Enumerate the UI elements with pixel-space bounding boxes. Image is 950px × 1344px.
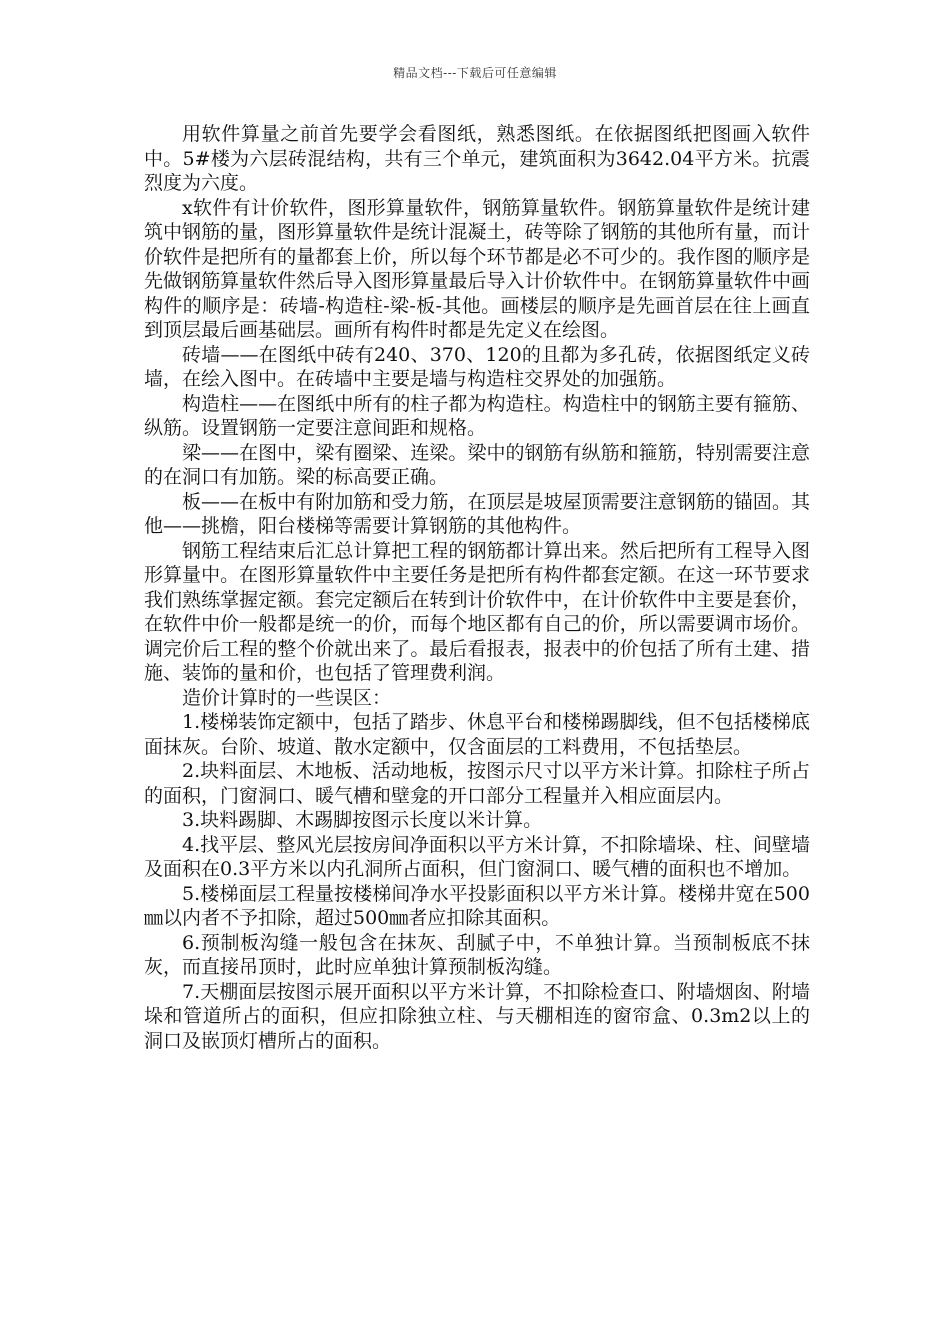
paragraph-slab: 板——在板中有附加筋和受力筋，在顶层是坡屋顶需要注意钢筋的锚固。其他——挑檐，阳台楼梯等需要计算钢筋的其他构件。 <box>144 490 810 537</box>
paragraph-beam: 梁——在图中，梁有圈梁、连梁。梁中的钢筋有纵筋和箍筋，特别需要注意的在洞口有加筋。梁的标高要正确。 <box>144 441 810 488</box>
paragraph-brick-wall: 砖墙——在图纸中砖有240、370、120的且都为多孔砖，依据图纸定义砖墙，在绘入图中。在砖墙中主要是墙与构造柱交界处的加强筋。 <box>144 343 810 390</box>
paragraph-item-1: 1.楼梯装饰定额中，包括了踏步、休息平台和楼梯踢脚线，但不包括楼梯底面抹灰。台阶、坡道、散水定额中，仅含面层的工料费用，不包括垫层。 <box>144 711 810 758</box>
paragraph-item-3: 3.块料踢脚、木踢脚按图示长度以米计算。 <box>182 809 543 831</box>
page-header: 精品文档---下载后可任意编辑 <box>393 66 557 80</box>
paragraph-item-5: 5.楼梯面层工程量按楼梯间净水平投影面积以平方米计算。楼梯井宽在500㎜以内者不予扣除，超过500㎜者应扣除其面积。 <box>144 882 810 929</box>
paragraph-item-6: 6.预制板沟缝一般包含在抹灰、刮腻子中，不单独计算。当预制板底不抹灰，而直接吊顶时，此时应单独计算预制板沟缝。 <box>144 931 810 978</box>
paragraph-misconceptions-heading: 造价计算时的一些误区： <box>182 686 392 709</box>
paragraph-constructional-column: 构造柱——在图纸中所有的柱子都为构造柱。构造柱中的钢筋主要有箍筋、纵筋。设置钢筋一定要注意间距和规格。 <box>144 392 810 439</box>
document-body <box>144 122 810 1053</box>
paragraph-item-4: 4.找平层、整风光层按房间净面积以平方米计算，不扣除墙垛、柱、间壁墙及面积在0.3平方米以内孔洞所占面积，但门窗洞口、暖气槽的面积也不增加。 <box>144 833 810 880</box>
paragraph-intro: 用软件算量之前首先要学会看图纸，熟悉图纸。在依据图纸把图画入软件中。5#楼为六层砖混结构，共有三个单元，建筑面积为3642.04平方米。抗震烈度为六度。 <box>144 123 810 194</box>
paragraph-software: x软件有计价软件，图形算量软件，钢筋算量软件。钢筋算量软件是统计建筑中钢筋的量，图形算量软件是统计混凝土，砖等除了钢筋的其他所有量，而计价软件是把所有的量都套上价，所以每个环节都是必不可少的。我作图的顺序是先做钢筋算量软件然后导入图形算量最后导入计价软件中。在钢筋算量软件中画构件的顺序是：砖墙-构造柱-梁-板-其他。画楼层的顺序是先画首层在往上画直到顶层最后画基础层。画所有构件时都是先定义在绘图。 <box>144 196 810 341</box>
paragraph-item-7: 7.天棚面层按图示展开面积以平方米计算，不扣除检查口、附墙烟囱、附墙垛和管道所占的面积，但应扣除独立柱、与天棚相连的窗帘盒、0.3m2以上的洞口及嵌顶灯槽所占的面积。 <box>144 980 810 1052</box>
paragraph-summary: 钢筋工程结束后汇总计算把工程的钢筋都计算出来。然后把所有工程导入图形算量中。在图形算量软件中主要任务是把所有构件都套定额。在这一环节要求我们熟练掌握定额。套完定额后在转到计价软件中，在计价软件中主要是套价，在软件中价一般都是统一的价，而每个地区都有自己的价，所以需要调市场价。调完价后工程的整个价就出来了。最后看报表，报表中的价包括了所有土建、措施、装饰的量和价，也包括了管理费利润。 <box>144 539 810 684</box>
paragraph-item-2: 2.块料面层、木地板、活动地板，按图示尺寸以平方米计算。扣除柱子所占的面积，门窗洞口、暖气槽和壁龛的开口部分工程量并入相应面层内。 <box>144 760 810 807</box>
